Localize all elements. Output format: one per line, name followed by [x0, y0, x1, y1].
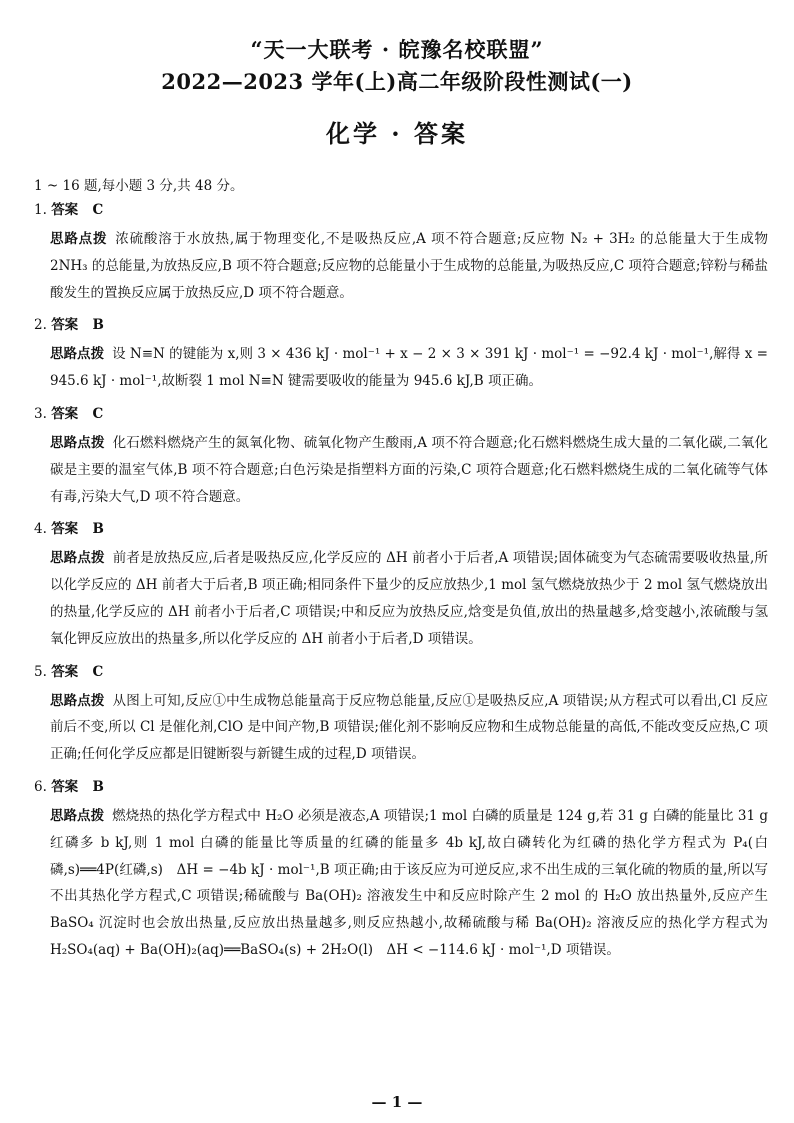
answer-choice: B	[92, 317, 104, 334]
answer-label: 答案	[51, 663, 79, 680]
explanation-text: 从图上可知,反应①中生成物总能量高于反应物总能量,反应①是吸热反应,A 项错误;从方程式可以看出,Cl 反应前后不变,所以 Cl 是催化剂,ClO 是中间产物,B 项错误;催化剂不影响反应物和生成物总能量的高低,不能改变反应热,C 项正确;任何化学反应都是旧键断裂与新键生成的过程,D 项错误。	[50, 692, 768, 763]
answer-label: 答案	[51, 778, 79, 795]
explanation-text: 设 N≡N 的键能为 x,则 3 × 436 kJ · mol⁻¹ + x − 2 × 3 × 391 kJ · mol⁻¹ = −92.4 kJ · mol⁻¹,解得 x = 945.6 kJ · mol⁻¹,故断裂 1 mol N≡N 键需要吸收的能量为 945.6 kJ,B 项正确。	[50, 346, 768, 390]
answer-item	[34, 312, 768, 395]
scoring-intro: 1 ~ 16 题,每小题 3 分,共 48 分。	[34, 178, 244, 194]
exam-series-title: “天一大联考 · 皖豫名校联盟”	[250, 37, 544, 62]
question-number: 2.	[34, 317, 47, 334]
explanation-label: 思路点拨	[50, 434, 105, 451]
question-number: 1.	[34, 202, 47, 218]
answer-line	[34, 312, 768, 338]
explanation-label: 思路点拨	[50, 346, 105, 363]
answer-item	[34, 774, 768, 964]
answer-item	[34, 401, 768, 510]
answer-choice: C	[92, 405, 104, 422]
explanation-label: 思路点拨	[50, 692, 105, 709]
explanation-paragraph	[50, 545, 768, 652]
answer-line	[34, 659, 768, 685]
question-number: 4.	[34, 521, 47, 538]
explanation-paragraph	[50, 226, 768, 306]
explanation-label: 思路点拨	[50, 231, 108, 247]
question-number: 3.	[34, 405, 47, 422]
answer-item	[34, 516, 768, 652]
subject-title: 化学 · 答案	[325, 119, 469, 148]
explanation-paragraph	[50, 341, 768, 395]
explanation-label: 思路点拨	[50, 550, 105, 567]
explanation-label: 思路点拨	[50, 807, 105, 824]
answer-label: 答案	[51, 202, 79, 218]
question-number: 5.	[34, 663, 47, 680]
explanation-paragraph	[50, 803, 768, 964]
answer-line	[34, 774, 768, 800]
exam-session-title: 2022—2023 学年(上)高二年级阶段性测试(一)	[161, 69, 633, 94]
answer-choice: C	[92, 202, 104, 218]
explanation-text: 浓硫酸溶于水放热,属于物理变化,不是吸热反应,A 项不符合题意;反应物 N₂ + 3H₂ 的总能量大于生成物 2NH₃ 的总能量,为放热反应,B 项不符合题意;反应物的总能量小于生成物的总能量,为吸热反应,C 项符合题意;锌粉与稀盐酸发生的置换反应属于放热反应,D 项不符合题意。	[50, 231, 769, 301]
answer-line	[34, 401, 768, 427]
answer-label: 答案	[51, 521, 79, 538]
answer-label: 答案	[51, 317, 79, 334]
answer-choice: C	[92, 663, 104, 680]
answer-item	[34, 659, 768, 768]
answer-choice: B	[92, 778, 104, 795]
page-number: — 1 —	[371, 1093, 423, 1111]
explanation-text: 前者是放热反应,后者是吸热反应,化学反应的 ΔH 前者小于后者,A 项错误;固体硫变为气态硫需要吸收热量,所以化学反应的 ΔH 前者大于后者,B 项正确;相同条件下量少的反应放热少,1 mol 氢气燃烧放热少于 2 mol 氢气燃烧放出的热量,化学反应的 ΔH 前者小于后者,C 项错误;中和反应为放热反应,焓变是负值,放出的热量越多,焓变越小,浓硫酸与氢氧化钾反应放出的热量多,所以化学反应的 ΔH 前者小于后者,D 项错误。	[50, 550, 769, 647]
question-number: 6.	[34, 778, 47, 795]
answer-list	[34, 197, 768, 970]
explanation-paragraph	[50, 688, 768, 768]
answer-choice: B	[92, 521, 104, 538]
explanation-paragraph	[50, 430, 768, 510]
answer-line	[34, 516, 768, 542]
answer-item	[34, 197, 768, 306]
explanation-text: 化石燃料燃烧产生的氮氧化物、硫氧化物产生酸雨,A 项不符合题意;化石燃料燃烧生成大量的二氧化碳,二氧化碳是主要的温室气体,B 项不符合题意;白色污染是指塑料方面的污染,C 项符合题意;化石燃料燃烧生成的二氧化硫等气体有毒,污染大气,D 项不符合题意。	[50, 434, 769, 505]
explanation-text: 燃烧热的热化学方程式中 H₂O 必须是液态,A 项错误;1 mol 白磷的质量是 124 g,若 31 g 白磷的能量比 31 g 红磷多 b kJ,则 1 mol 白磷的能量比等质量的红磷的能量多 4b kJ,故白磷转化为红磷的热化学方程式为 P₄(白磷,s)══4P(红磷,s) ΔH = −4b kJ · mol⁻¹,B 项正确;由于该反应为可逆反应,求不出生成的三氧化硫的物质的量,所以写不出其热化学方程式,C 项错误;稀硫酸与 Ba(OH)₂ 溶液发生中和反应时除产生 2 mol 的 H₂O 放出热量外,反应产生 BaSO₄ 沉淀时也会放出热量,反应放出热量越多,则反应热越小,故稀硫酸与稀 Ba(OH)₂ 溶液反应的热化学方程式为 H₂SO₄(aq) + Ba(OH)₂(aq)══BaSO₄(s) + 2H₂O(l) ΔH < −114.6 kJ · mol⁻¹,D 项错误。	[50, 807, 768, 958]
answer-label: 答案	[51, 405, 79, 422]
answer-line	[34, 197, 768, 223]
